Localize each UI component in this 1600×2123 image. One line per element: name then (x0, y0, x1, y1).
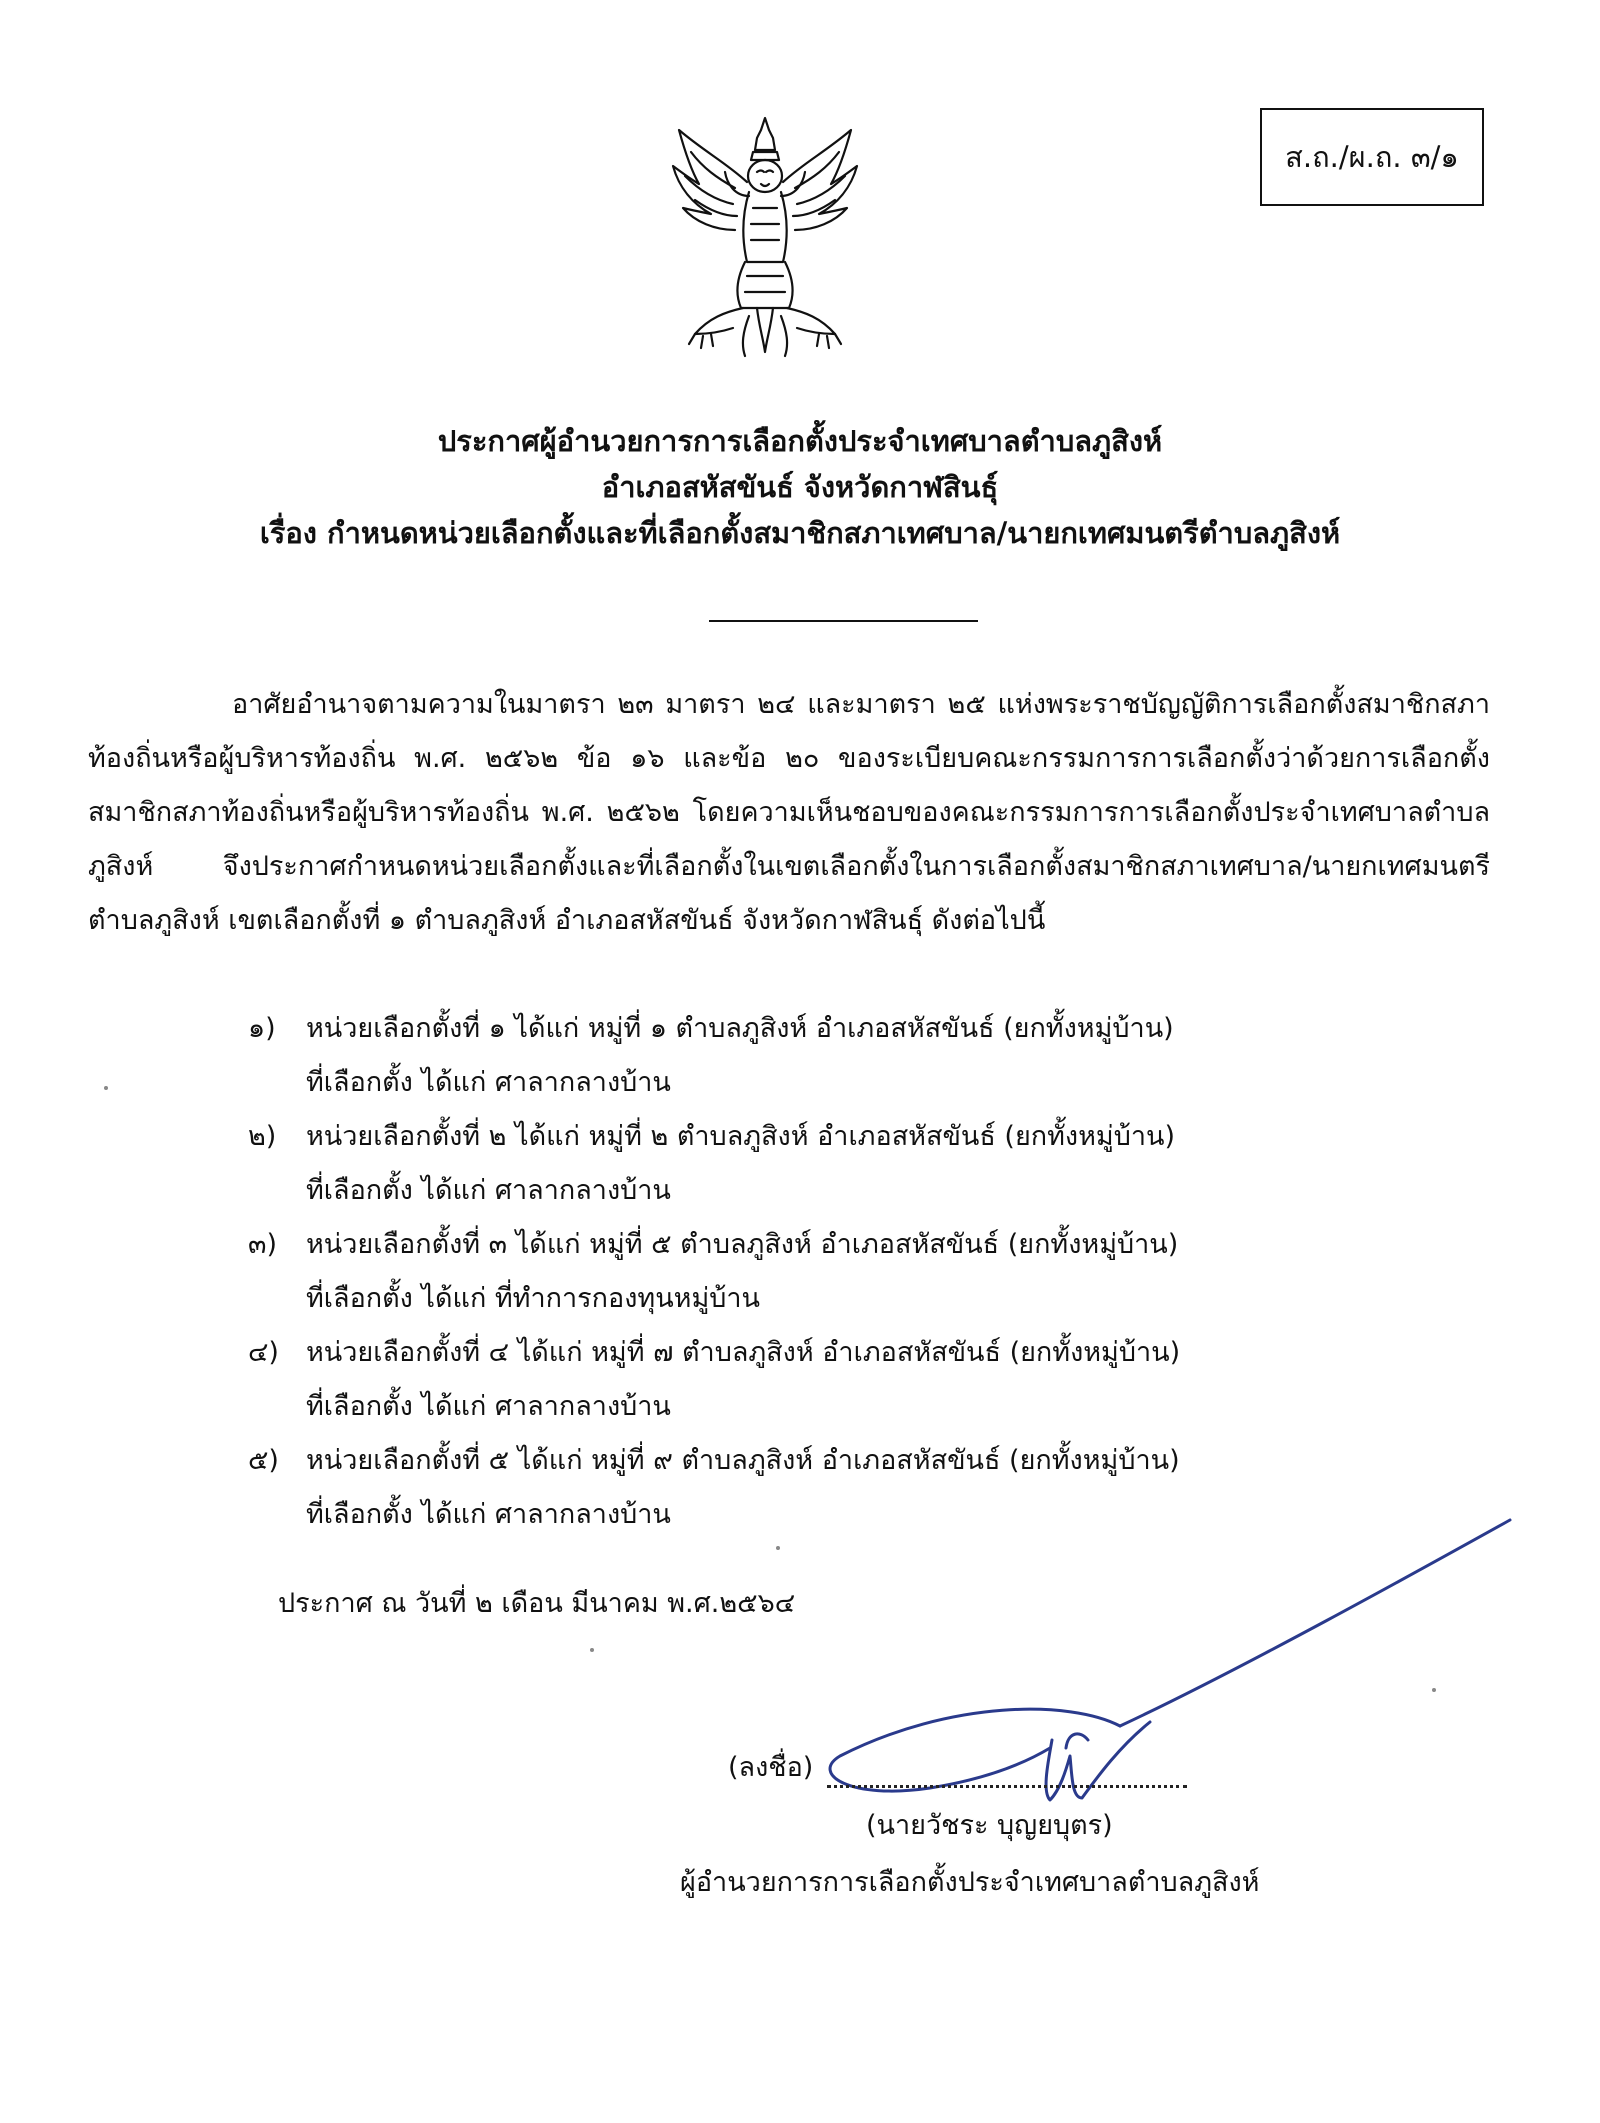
list-item (248, 1002, 1368, 1110)
item-number: ๒) (248, 1121, 277, 1152)
item-unit: หน่วยเลือกตั้งที่ ๒ ได้แก่ หมู่ที่ ๒ ตำบลภูสิงห์ อำเภอสหัสขันธ์ (ยกทั้งหมู่บ้าน) (306, 1121, 1175, 1152)
item-unit: หน่วยเลือกตั้งที่ ๓ ได้แก่ หมู่ที่ ๕ ตำบลภูสิงห์ อำเภอสหัสขันธ์ (ยกทั้งหมู่บ้าน) (306, 1229, 1179, 1260)
item-number: ๔) (248, 1337, 279, 1368)
header-divider (709, 620, 978, 622)
scan-speck (590, 1648, 594, 1652)
item-place: ที่เลือกตั้ง ได้แก่ ศาลากลางบ้าน (306, 1067, 671, 1098)
garuda-emblem-icon (665, 112, 865, 360)
announcement-header (0, 418, 1600, 556)
item-place: ที่เลือกตั้ง ได้แก่ ศาลากลางบ้าน (306, 1391, 671, 1422)
list-item (248, 1218, 1368, 1326)
item-unit: หน่วยเลือกตั้งที่ ๕ ได้แก่ หมู่ที่ ๙ ตำบลภูสิงห์ อำเภอสหัสขันธ์ (ยกทั้งหมู่บ้าน) (306, 1445, 1180, 1476)
announcement-body (88, 678, 1490, 948)
list-item (248, 1326, 1368, 1434)
list-item (248, 1110, 1368, 1218)
item-place: ที่เลือกตั้ง ได้แก่ ที่ทำการกองทุนหมู่บ้าน (306, 1283, 761, 1314)
signature-line (728, 1745, 1187, 1788)
body-paragraph: อาศัยอำนาจตามความในมาตรา ๒๓ มาตรา ๒๔ และมาตรา ๒๕ แห่งพระราชบัญญัติการเลือกตั้งสมาชิกสภาท้องถิ่นหรือผู้บริหารท้องถิ่น พ.ศ. ๒๕๖๒ ข้อ ๑๖ และข้อ ๒๐ ของระเบียบคณะกรรมการการเลือกตั้งว่าด้วยการเลือกตั้งสมาชิกสภาท้องถิ่นหรือผู้บริหารท้องถิ่น พ.ศ. ๒๕๖๒ โดยความเห็นชอบของคณะกรรมการการเลือกตั้งประจำเทศบาลตำบลภูสิงห์ จึงประกาศกำหนดหน่วยเลือกตั้งและที่เลือกตั้งในเขตเลือกตั้งในการเลือกตั้งสมาชิกสภาเทศบาล/นายกเทศมนตรีตำบลภูสิงห์ เขตเลือกตั้งที่ ๑ ตำบลภูสิงห์ อำเภอสหัสขันธ์ จังหวัดกาฬสินธุ์ ดังต่อไปนี้ (88, 689, 1490, 936)
form-code-box (1260, 108, 1484, 206)
form-code: ส.ถ./ผ.ถ. ๓/๑ (1285, 140, 1459, 174)
scan-speck (776, 1546, 780, 1550)
announcement-date: ประกาศ ณ วันที่ ๒ เดือน มีนาคม พ.ศ.๒๕๖๔ (278, 1588, 796, 1619)
scan-speck (1432, 1688, 1436, 1692)
item-unit: หน่วยเลือกตั้งที่ ๑ ได้แก่ หมู่ที่ ๑ ตำบลภูสิงห์ อำเภอสหัสขันธ์ (ยกทั้งหมู่บ้าน) (306, 1013, 1174, 1044)
item-number: ๓) (248, 1229, 277, 1260)
signer-title: ผู้อำนวยการการเลือกตั้งประจำเทศบาลตำบลภูสิงห์ (680, 1867, 1260, 1898)
header-location: อำเภอสหัสขันธ์ จังหวัดกาฬสินธุ์ (601, 470, 999, 504)
signer-name: (นายวัชระ บุญยบุตร) (866, 1810, 1113, 1841)
scan-speck (104, 1086, 108, 1090)
polling-unit-list (248, 1002, 1368, 1542)
item-place: ที่เลือกตั้ง ได้แก่ ศาลากลางบ้าน (306, 1499, 671, 1530)
item-number: ๕) (248, 1445, 279, 1476)
header-title: ประกาศผู้อำนวยการการเลือกตั้งประจำเทศบาลตำบลภูสิงห์ (437, 424, 1163, 458)
item-number: ๑) (248, 1013, 276, 1044)
item-place: ที่เลือกตั้ง ได้แก่ ศาลากลางบ้าน (306, 1175, 671, 1206)
item-unit: หน่วยเลือกตั้งที่ ๔ ได้แก่ หมู่ที่ ๗ ตำบลภูสิงห์ อำเภอสหัสขันธ์ (ยกทั้งหมู่บ้าน) (306, 1337, 1181, 1368)
sign-label: (ลงชื่อ) (728, 1752, 814, 1783)
header-subject: เรื่อง กำหนดหน่วยเลือกตั้งและที่เลือกตั้งสมาชิกสภาเทศบาล/นายกเทศมนตรีตำบลภูสิงห์ (259, 516, 1341, 550)
signature-dotted-line (827, 1763, 1187, 1788)
